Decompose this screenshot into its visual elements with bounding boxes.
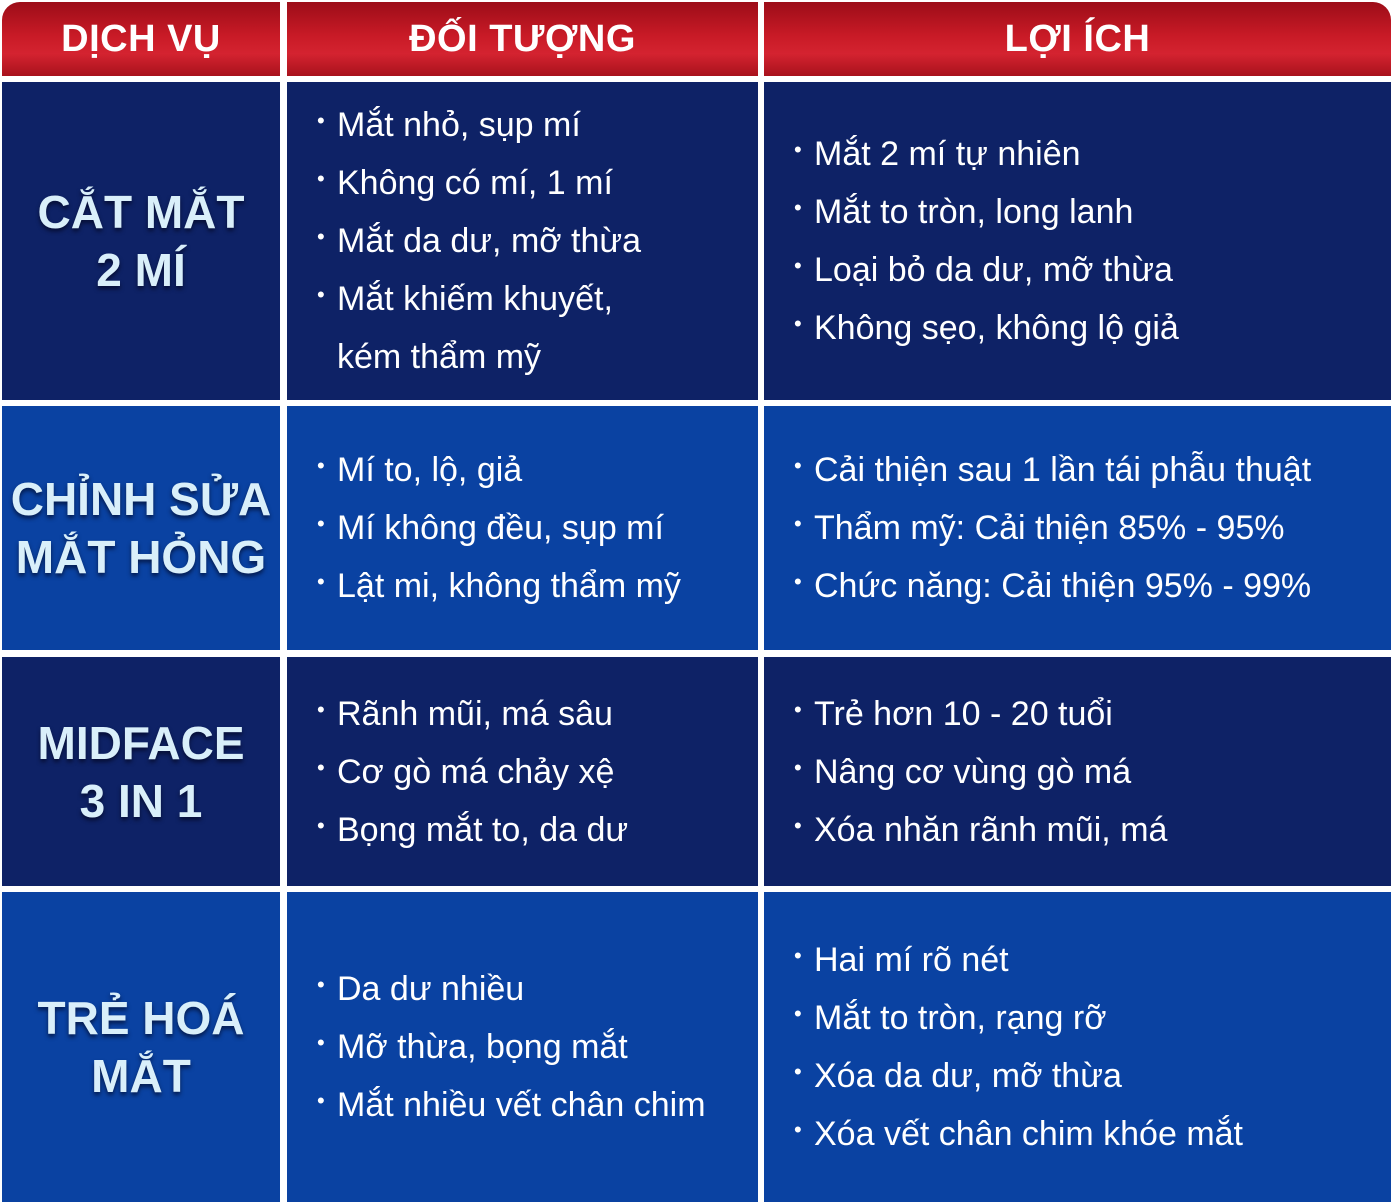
service-cat-mat-2-mi bbox=[2, 82, 280, 400]
list-item-text: Mí to, lộ, giả bbox=[337, 451, 523, 489]
bullet-icon: • bbox=[317, 696, 325, 722]
list-item-text: Mắt khiếm khuyết, bbox=[337, 280, 613, 318]
list-item-text: Mắt 2 mí tự nhiên bbox=[814, 135, 1081, 173]
list-item-text: Hai mí rõ nét bbox=[814, 941, 1009, 979]
list-item bbox=[317, 212, 758, 270]
list-item bbox=[317, 499, 758, 557]
list-item-text: Lật mi, không thẩm mỹ bbox=[337, 567, 681, 605]
list-item-text: Chức năng: Cải thiện 95% - 99% bbox=[814, 567, 1312, 605]
bullet-icon: • bbox=[794, 943, 802, 968]
bullet-icon: • bbox=[317, 1088, 325, 1113]
list-item bbox=[794, 499, 1391, 557]
list-item-text: Da dư nhiều bbox=[337, 970, 525, 1008]
list-item-text: Mắt da dư, mỡ thừa bbox=[337, 222, 642, 260]
list-item bbox=[794, 685, 1391, 743]
list-item bbox=[794, 183, 1391, 241]
list-item-text: Xóa nhăn rãnh mũi, má bbox=[814, 810, 1168, 849]
list-item bbox=[317, 557, 758, 615]
list-item-text: Nâng cơ vùng gò má bbox=[814, 752, 1132, 791]
list-item-text: Bọng mắt to, da dư bbox=[337, 810, 629, 849]
list-item-text: Rãnh mũi, má sâu bbox=[337, 694, 613, 733]
bullet-icon: • bbox=[317, 282, 325, 307]
list-item bbox=[794, 557, 1391, 615]
list-item-text: Mỡ thừa, bọng mắt bbox=[337, 1028, 628, 1066]
service-tre-hoa-mat bbox=[2, 892, 280, 1202]
bullet-icon: • bbox=[794, 754, 802, 780]
bullet-icon: • bbox=[794, 137, 802, 162]
list-item-text: kém thẩm mỹ bbox=[337, 338, 542, 376]
bullet-icon: • bbox=[317, 754, 325, 780]
header-target-label: ĐỐI TƯỢNG bbox=[409, 17, 636, 60]
list-item bbox=[794, 989, 1391, 1047]
bullet-icon: • bbox=[317, 511, 325, 536]
list-item bbox=[317, 960, 758, 1018]
list-item bbox=[794, 743, 1391, 801]
bullet-icon: • bbox=[794, 1001, 802, 1026]
bullet-icon: • bbox=[794, 511, 802, 536]
bullet-icon: • bbox=[794, 812, 802, 838]
target-list bbox=[287, 892, 758, 1202]
list-item bbox=[317, 441, 758, 499]
list-item-text: Cải thiện sau 1 lần tái phẫu thuật bbox=[814, 451, 1312, 489]
list-item-text: Loại bỏ da dư, mỡ thừa bbox=[814, 251, 1173, 289]
list-item bbox=[794, 125, 1391, 183]
benefit-list bbox=[764, 82, 1391, 400]
bullet-icon: • bbox=[794, 453, 802, 478]
bullet-icon: • bbox=[794, 253, 802, 278]
list-item bbox=[317, 801, 758, 859]
benefit-list bbox=[764, 657, 1391, 886]
bullet-icon: • bbox=[317, 224, 325, 249]
bullet-icon: • bbox=[317, 1030, 325, 1055]
list-item-text: Mắt to tròn, rạng rỡ bbox=[814, 999, 1107, 1037]
header-service bbox=[2, 2, 280, 76]
service-title-line: CẮT MẮT bbox=[37, 186, 245, 238]
list-item-text: Mắt nhiều vết chân chim bbox=[337, 1086, 706, 1124]
list-item bbox=[317, 685, 758, 743]
bullet-icon: • bbox=[317, 108, 325, 133]
header-target bbox=[287, 2, 758, 76]
list-item-text: Mí không đều, sụp mí bbox=[337, 509, 664, 547]
header-benefit bbox=[764, 2, 1391, 76]
service-title-line: CHỈNH SỬA bbox=[10, 473, 272, 525]
target-list bbox=[287, 657, 758, 886]
bullet-icon: • bbox=[317, 972, 325, 997]
benefit-list bbox=[764, 406, 1391, 650]
list-item-text: Xóa da dư, mỡ thừa bbox=[814, 1057, 1122, 1095]
bullet-icon: • bbox=[317, 453, 325, 478]
list-item-text: Mắt to tròn, long lanh bbox=[814, 193, 1134, 231]
target-list bbox=[287, 82, 758, 400]
list-item-text: Mắt nhỏ, sụp mí bbox=[337, 106, 581, 144]
list-item-text: Xóa vết chân chim khóe mắt bbox=[814, 1115, 1244, 1153]
list-item bbox=[317, 1076, 758, 1134]
target-list bbox=[287, 406, 758, 650]
list-item bbox=[317, 743, 758, 801]
service-title-line: MIDFACE bbox=[37, 716, 245, 769]
service-title-line: 2 MÍ bbox=[96, 244, 186, 296]
service-title-line: MẮT bbox=[91, 1050, 191, 1102]
list-item-text: Cơ gò má chảy xệ bbox=[337, 752, 615, 791]
bullet-icon: • bbox=[794, 1117, 802, 1142]
bullet-icon: • bbox=[317, 812, 325, 838]
service-title-line: MẮT HỎNG bbox=[15, 531, 267, 583]
list-item bbox=[794, 441, 1391, 499]
bullet-icon: • bbox=[794, 569, 802, 594]
service-title-line: 3 IN 1 bbox=[79, 774, 203, 827]
bullet-icon: • bbox=[317, 166, 325, 191]
list-item-continuation bbox=[317, 328, 758, 386]
service-title-line: TRẺ HOÁ bbox=[37, 992, 245, 1044]
list-item bbox=[317, 1018, 758, 1076]
list-item bbox=[317, 96, 758, 154]
list-item-text: Không sẹo, không lộ giả bbox=[814, 309, 1179, 347]
list-item bbox=[317, 154, 758, 212]
list-item bbox=[794, 241, 1391, 299]
header-benefit-label: LỢI ÍCH bbox=[1004, 17, 1151, 60]
list-item-text: Trẻ hơn 10 - 20 tuổi bbox=[814, 694, 1113, 733]
benefit-list bbox=[764, 892, 1391, 1202]
bullet-icon: • bbox=[794, 1059, 802, 1084]
service-chinh-sua-mat-hong bbox=[2, 406, 280, 650]
bullet-icon: • bbox=[794, 311, 802, 336]
list-item bbox=[317, 270, 758, 328]
list-item bbox=[794, 801, 1391, 859]
list-item-text: Thẩm mỹ: Cải thiện 85% - 95% bbox=[814, 509, 1285, 547]
list-item bbox=[794, 931, 1391, 989]
bullet-icon: • bbox=[794, 195, 802, 220]
list-item-text: Không có mí, 1 mí bbox=[337, 164, 613, 202]
header-service-label: DỊCH VỤ bbox=[61, 17, 221, 60]
bullet-icon: • bbox=[317, 569, 325, 594]
service-midface-3-in-1 bbox=[2, 657, 280, 886]
list-item bbox=[794, 1105, 1391, 1163]
bullet-icon: • bbox=[794, 696, 802, 722]
list-item bbox=[794, 1047, 1391, 1105]
list-item bbox=[794, 299, 1391, 357]
